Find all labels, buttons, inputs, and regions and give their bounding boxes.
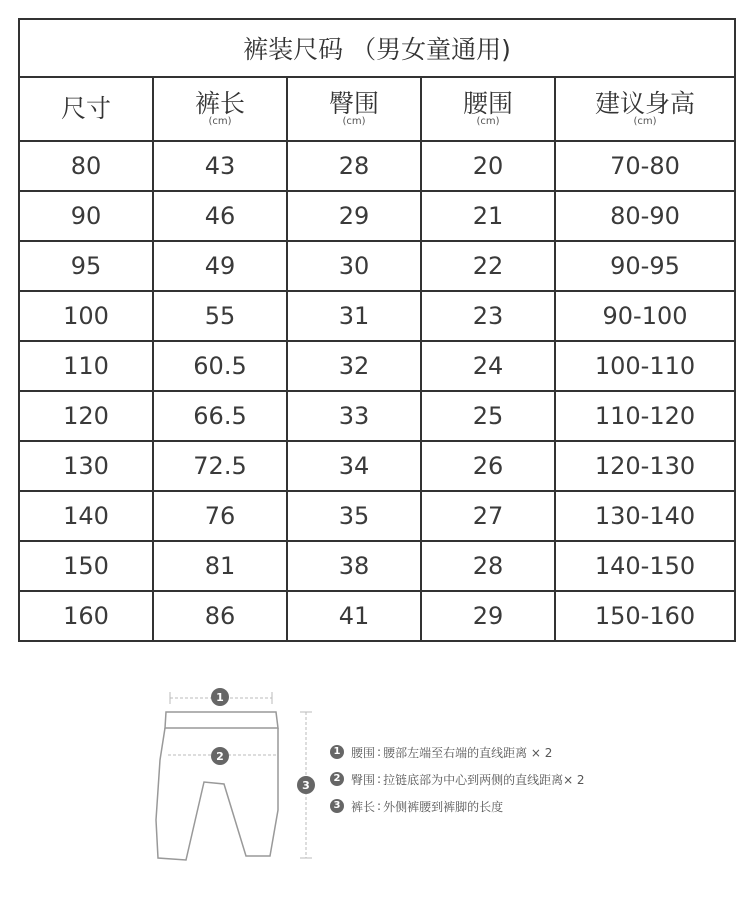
cell-hip: 35 (287, 491, 421, 541)
cell-waist: 24 (421, 341, 555, 391)
cell-waist: 26 (421, 441, 555, 491)
measurement-legend (330, 743, 585, 824)
header-unit: (cm) (476, 116, 500, 127)
cell-height: 70-80 (555, 141, 735, 191)
cell-height: 100-110 (555, 341, 735, 391)
table-row (19, 491, 735, 541)
legend-term: 裤长 (351, 799, 376, 814)
cell-size: 80 (19, 141, 153, 191)
cell-height: 150-160 (555, 591, 735, 641)
table-title-row (19, 19, 735, 77)
cell-waist: 25 (421, 391, 555, 441)
header-unit: (cm) (633, 116, 657, 127)
cell-pants-length: 60.5 (153, 341, 287, 391)
table-row (19, 441, 735, 491)
table-row (19, 141, 735, 191)
cell-hip: 28 (287, 141, 421, 191)
marker-3-label: 3 (302, 779, 310, 792)
legend-number: 2 (330, 772, 344, 786)
table-row (19, 191, 735, 241)
legend-description: 拉链底部为中心到两侧的直线距离× 2 (383, 772, 585, 787)
header-label: 裤长 (194, 89, 245, 118)
cell-height: 140-150 (555, 541, 735, 591)
legend-separator: : (377, 772, 382, 786)
cell-waist: 20 (421, 141, 555, 191)
legend-term: 臀围 (351, 772, 376, 787)
legend-item-hip (330, 770, 585, 788)
marker-1-label: 1 (216, 691, 224, 704)
header-unit: (cm) (342, 116, 366, 127)
cell-size: 140 (19, 491, 153, 541)
header-cell-height (555, 77, 735, 141)
table-row (19, 291, 735, 341)
cell-hip: 38 (287, 541, 421, 591)
cell-height: 120-130 (555, 441, 735, 491)
legend-description: 腰部左端至右端的直线距离 × 2 (383, 745, 553, 760)
cell-pants-length: 72.5 (153, 441, 287, 491)
pants-outline (165, 712, 278, 728)
legend-item-waist (330, 743, 585, 761)
legend-term: 腰围 (351, 745, 376, 760)
cell-waist: 23 (421, 291, 555, 341)
cell-hip: 34 (287, 441, 421, 491)
header-label: 腰围 (462, 89, 513, 118)
table-row (19, 391, 735, 441)
header-cell-size (19, 77, 153, 141)
table-row (19, 591, 735, 641)
cell-height: 130-140 (555, 491, 735, 541)
cell-pants-length: 86 (153, 591, 287, 641)
cell-size: 120 (19, 391, 153, 441)
table-row (19, 241, 735, 291)
cell-pants-length: 46 (153, 191, 287, 241)
table-header-row (19, 77, 735, 141)
cell-size: 130 (19, 441, 153, 491)
legend-number: 3 (330, 799, 344, 813)
cell-pants-length: 66.5 (153, 391, 287, 441)
marker-2-label: 2 (216, 750, 224, 763)
cell-pants-length: 76 (153, 491, 287, 541)
size-chart-table (18, 18, 736, 642)
cell-pants-length: 43 (153, 141, 287, 191)
table-title: 裤装尺码 （男女童通用) (19, 19, 735, 77)
cell-waist: 29 (421, 591, 555, 641)
table-row (19, 341, 735, 391)
table-row (19, 541, 735, 591)
cell-size: 110 (19, 341, 153, 391)
cell-pants-length: 81 (153, 541, 287, 591)
legend-item-length (330, 797, 585, 815)
header-cell-waist (421, 77, 555, 141)
cell-size: 150 (19, 541, 153, 591)
header-unit: (cm) (208, 116, 232, 127)
cell-height: 80-90 (555, 191, 735, 241)
cell-size: 90 (19, 191, 153, 241)
cell-size: 95 (19, 241, 153, 291)
cell-waist: 22 (421, 241, 555, 291)
header-cell-hip (287, 77, 421, 141)
legend-separator: : (377, 799, 382, 813)
cell-height: 110-120 (555, 391, 735, 441)
cell-hip: 41 (287, 591, 421, 641)
cell-waist: 28 (421, 541, 555, 591)
cell-hip: 32 (287, 341, 421, 391)
header-label: 臀围 (328, 89, 379, 118)
cell-hip: 30 (287, 241, 421, 291)
cell-pants-length: 55 (153, 291, 287, 341)
cell-size: 100 (19, 291, 153, 341)
header-cell-pants-length (153, 77, 287, 141)
cell-height: 90-100 (555, 291, 735, 341)
legend-description: 外侧裤腰到裤脚的长度 (383, 799, 504, 814)
cell-hip: 31 (287, 291, 421, 341)
cell-height: 90-95 (555, 241, 735, 291)
legend-number: 1 (330, 745, 344, 759)
cell-waist: 27 (421, 491, 555, 541)
header-label: 尺寸 (60, 94, 111, 123)
header-label: 建议身高 (595, 89, 696, 118)
cell-size: 160 (19, 591, 153, 641)
cell-hip: 33 (287, 391, 421, 441)
cell-hip: 29 (287, 191, 421, 241)
legend-separator: : (377, 745, 382, 759)
cell-waist: 21 (421, 191, 555, 241)
cell-pants-length: 49 (153, 241, 287, 291)
